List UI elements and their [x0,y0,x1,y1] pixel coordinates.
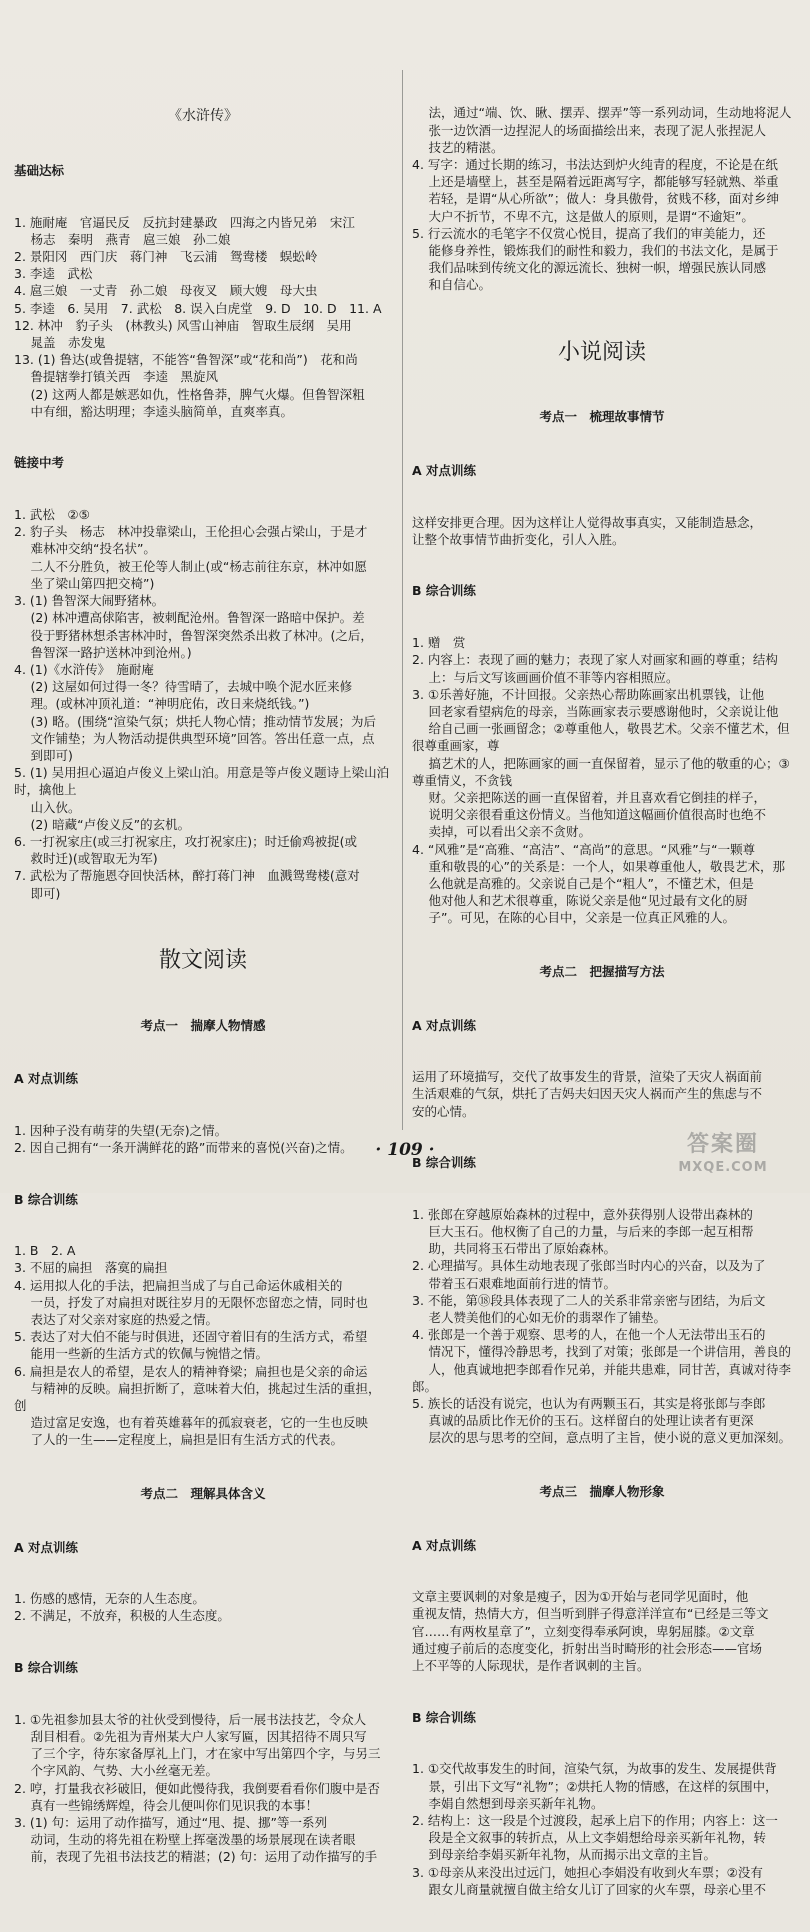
k2-comp-heading: B 综合训练 [14,1660,78,1676]
answer-line: 大户不折节，不卑不亢，这是做人的原则，是谓“不逾矩”。 [412,208,754,224]
answer-line: 5. 行云流水的毛笔字不仅赏心悦目，提高了我们的审美能力，还 [412,225,766,241]
answer-line: 巨大玉石。他权衡了自己的力量，与后来的李郎一起互相帮 [412,1224,754,1239]
k1-comp [14,1242,392,1448]
n2-comp-heading: B 综合训练 [412,1155,476,1171]
answer-line: 文作铺垫；为人物活动提供典型环境”回答。答出任意一点，点 [14,730,375,746]
answer-line: 3. ①母亲从来没出过远门，她担心李娟没有收到火车票；②没有 [412,1864,763,1880]
k1-drill-heading: A 对点训练 [14,1071,79,1087]
answer-line: 重视友情，热情大方，但当听到胖子得意洋洋宣布“已经是三等文 [412,1606,769,1622]
answer-line: 即可) [14,885,61,901]
answer-line: (2) 这两人都是嫉恶如仇，性格鲁莽，脾气火爆。但鲁智深粗 [14,386,365,402]
answer-line: 说明父亲很看重这份情义。当他知道这幅画价值很高时也绝不 [412,807,766,823]
answer-line: 景，引出下文写“礼物”；②烘托人物的情感，在这样的氛围中， [412,1778,778,1794]
answer-line: 杨志 秦明 燕青 扈三娘 孙二娘 [14,231,231,247]
answer-line: 技艺的精湛。 [412,139,504,155]
n1-drill-heading: A 对点训练 [412,463,477,479]
answer-line: 理。(或林冲顶礼道：“神明庇佑，改日来烧纸钱。”) [14,696,310,712]
answer-line: 带着玉石艰难地面前行进的情节。 [412,1275,616,1291]
answer-line: 若轻，是谓“从心所欲”；做人：身具傲骨，贫贱不移，面对乡绅 [412,191,779,207]
answer-line: 1. 因种子没有萌芽的失望(无奈)之情。 [14,1122,228,1138]
k2-comp [14,1711,392,1866]
n2-comp [412,1206,792,1447]
answer-line: 1. ①先祖参加县太爷的社伙受到慢待，后一展书法技艺，令众人 [14,1711,367,1727]
answer-line: 2. 豹子头 杨志 林冲投靠梁山，王伦担心会强占梁山，于是才 [14,524,368,540]
n2-drill [412,1068,792,1120]
prose-title: 散文阅读 [158,948,247,974]
answer-line: 中有细，豁达明理；李逵头脑简单，直爽率真。 [14,403,293,419]
k1-comp-heading: B 综合训练 [14,1191,78,1207]
answer-line: 二人不分胜负，被王伦等人制止(或“杨志前往东京，林冲如愿 [14,558,367,574]
answer-line: 老人赞美他们的心如无价的翡翠作了铺垫。 [412,1310,666,1326]
answer-line: 1. 赠 赏 [412,635,466,651]
answer-line: (2) 林冲遭高俅陷害，被刺配沧州。鲁智深一路暗中保护。差 [14,610,365,626]
answer-line: 子”。可见，在陈的心目中，父亲是一位真正风雅的人。 [412,910,735,926]
left-column [14,70,392,1865]
answer-line: 这样安排更合理。因为这样让人觉得故事真实，又能制造悬念， [412,514,763,530]
answer-line: 2. 结构上：这一段是个过渡段，起承上启下的作用；内容上：这一 [412,1812,778,1828]
answer-line: 2. 心理描写。具体生动地表现了张郎当时内心的兴奋，以及为了 [412,1258,766,1274]
answer-line: 给自己画一张画留念；②尊重他人，敬畏艺术。父亲不懂艺术，但很尊重画家，尊 [412,721,790,754]
answer-line: 运用了环境描写，交代了故事发生的背景，渲染了天灾人祸面前 [412,1069,763,1085]
prose-k2: 考点二 理解具体含义 [140,1486,266,1502]
answer-line: 4. 张郎是一个善于观察、思考的人，在他一个人无法带出玉石的 [412,1327,766,1343]
answer-line: 和自信心。 [412,277,491,293]
answer-line: 6. 扁担是农人的希望，是农人的精神脊梁；扁担也是父亲的命运 [14,1363,368,1379]
answer-line: 2. 不满足，不放弃，积极的人生态度。 [14,1608,230,1624]
answer-line: 一员，抒发了对扁担对既往岁月的无限怀恋留恋之情，同时也 [14,1294,368,1310]
answer-line: 个字风韵、气势、大小丝毫无差。 [14,1763,218,1779]
answer-line: 5. 李逵 6. 吴用 7. 武松 8. 误入白虎堂 9. D 10. D 11. A [14,300,382,316]
answer-line: 情况下，懂得冷静思考，找到了对策；张郎是一个讲信用，善良的 [412,1344,791,1360]
answer-line: 4. 运用拟人化的手法，把扁担当成了与自己命运休戚相关的 [14,1277,343,1293]
answer-line: 1. 张郎在穿越原始森林的过程中，意外获得别人设带出森林的 [412,1206,753,1222]
answer-line: 搞艺术的人，把陈画家的画一直保留着，显示了他的敬重的心；③尊重情义，不贪钱 [412,755,790,788]
answer-line: 表达了对父亲对家庭的热爱之情。 [14,1312,218,1328]
answer-line: 上不平等的人际现状，是作者讽刺的主旨。 [412,1658,650,1674]
book-title: 《水浒传》 [168,108,238,125]
answer-line: 刮目相看。②先祖为青州某大户人家写匾，因其招待不周只写 [14,1728,367,1744]
answer-line: 3. 不能，第⑱段具体表现了二人的关系非常亲密与团结，为后文 [412,1292,766,1308]
answer-line: 1. 伤感的感情，无奈的人生态度。 [14,1591,205,1607]
answer-line: (2) 这屋如何过得一冬？待雪晴了，去城中唤个泥水匠来修 [14,679,353,695]
answer-line: 卖掉，可以看出父亲不贪财。 [412,824,591,840]
answer-line: 3. 不屈的扁担 落寞的扁担 [14,1260,168,1276]
answer-line: 李娟自然想到母亲买新年礼物。 [412,1795,604,1811]
answer-line: 4. 写字：通过长期的练习，书法达到炉火纯青的程度，不论是在纸 [412,157,778,173]
answer-line: 3. 李逵 武松 [14,266,93,282]
answer-line: 坐了梁山第四把交椅”) [14,575,155,591]
answer-line: 1. B 2. A [14,1243,76,1259]
answer-line: 了三个字，待东家备厚礼上门，才在家中写出第四个字，与另三 [14,1746,381,1762]
novel-k1: 考点一 梳理故事情节 [539,409,665,425]
answer-line: 7. 武松为了帮施恩夺回快活林，醉打蒋门神 血溅鸳鸯楼(意对 [14,868,360,884]
answer-line: 财。父亲把陈送的画一直保留着，并且喜欢看它倒挂的样子， [412,789,766,805]
page-number: · 109 · [375,1140,435,1160]
basic-heading: 基础达标 [14,163,65,179]
answer-line: 13. (1) 鲁达(或鲁提辖，不能答“鲁智深”或“花和尚”) 花和尚 [14,352,358,368]
answer-line: 鲁智深一路护送林冲到沧州。) [14,644,192,660]
answer-line: 跟女儿商量就擅自做主给女儿订了回家的火车票，母亲心里不 [412,1881,766,1897]
prose-k1: 考点一 揣摩人物情感 [140,1017,266,1033]
answer-line: (2) 暗藏“卢俊义反”的玄机。 [14,816,191,832]
novel-title: 小说阅读 [557,340,646,366]
site-watermark [648,1131,798,1183]
answer-line: 能修身养性，锻炼我们的耐性和毅力，我们的书法文化，是属于 [412,243,779,259]
answer-line: 前，表现了先祖书法技艺的精湛；(2) 句：运用了动作描写的手 [14,1849,378,1865]
answer-line: 生活艰难的气氛，烘托了吉妈夫妇因天灾人祸而产生的焦虑与不 [412,1086,763,1102]
answer-line: 救时迁)(或智取无为军) [14,851,158,867]
k2-drill [14,1590,392,1624]
answer-line: 上：与后文写该画画价值不菲等内容相照应。 [412,669,679,685]
n3-drill-heading: A 对点训练 [412,1537,477,1553]
answer-line: 助，共同将玉石带出了原始森林。 [412,1241,616,1257]
answer-line: 3. (1) 鲁智深大闹野猪林。 [14,593,165,609]
basic-items [14,214,392,420]
answer-line: 他对他人和艺术很尊重，陈说父亲是他“见过最有文化的厨 [412,893,748,909]
link-heading: 链接中考 [14,455,65,471]
answer-line: 层次的思与思考的空间，意点明了主旨，使小说的意义更加深刻。 [412,1430,791,1446]
answer-line: 2. 景阳冈 西门庆 蒋门神 飞云浦 鸳鸯楼 蜈蚣岭 [14,249,318,265]
answer-line: 真有一些锦绣辉煌，待会儿便叫你们见识我的本事！ [14,1797,318,1813]
n1-comp [412,634,792,926]
answer-line: 法，通过“端、饮、瞅、摆弄、摆弄”等一系列动词，生动地将泥人 [412,105,792,121]
answer-line: 3. ①乐善好施，不计回报。父亲热心帮助陈画家出机票钱，让他 [412,686,765,702]
answer-line: 段是全文叙事的转折点，从上文李娟想给母亲买新年礼物，转 [412,1830,766,1846]
answer-line: 官……有两枚星章了”，立刻变得奉承阿谀，卑躬屈膝。②文章 [412,1623,755,1639]
column-divider [402,70,403,1130]
answer-line: 12. 林冲 豹子头 (林教头) 风雪山神庙 智取生辰纲 吴用 [14,317,352,333]
answer-line: 造过富足安逸，也有着英雄暮年的孤寂衰老，它的一生也反映 [14,1415,368,1431]
n1-comp-heading: B 综合训练 [412,583,476,599]
answer-line: 役于野猪林想杀害林冲时，鲁智深突然杀出救了林冲。(之后， [14,627,373,643]
answer-line: 上还是墙壁上，甚至是隔着远距离写字，都能够写轻就熟、举重 [412,174,779,190]
novel-k3: 考点三 揣摩人物形象 [539,1484,665,1500]
answer-line: 5. 表达了对大伯不能与时俱进，还固守着旧有的生活方式，希望 [14,1329,368,1345]
answer-line: 了人的一生——定程度上，扁担是旧有生活方式的代表。 [14,1432,343,1448]
n3-drill [412,1588,792,1674]
answer-line: 让整个故事情节曲折变化，引人入胜。 [412,531,625,547]
answer-line: 张一边饮酒一边捏泥人的场面描绘出来，表现了泥人张捏泥人 [412,122,766,138]
answer-line: 么他就是高雅的。父亲说自己是个“粗人”，不懂艺术，但是 [412,875,754,891]
n3-comp-heading: B 综合训练 [412,1709,476,1725]
answer-line: 我们品味到传统文化的源远流长、独树一帜，增强民族认同感 [412,260,766,276]
link-items [14,506,392,902]
top-items [412,104,792,293]
answer-line: 4. “风雅”是“高雅、“高洁”、“高尚”的意思。“风雅”与“一颗尊 [412,841,756,857]
answer-line: 到即可) [14,747,73,763]
answer-line: 人，他真诚地把李郎看作兄弟，并能共患难，同甘苦，真诚对待李郎。 [412,1361,791,1394]
novel-k2: 考点二 把握描写方法 [539,963,665,979]
watermark-line2: MXQE.COM [678,1160,768,1175]
answer-line: 回老家看望病危的母亲，当陈画家表示要感谢他时，父亲说让他 [412,703,779,719]
answer-line: 到母亲给李娟买新年礼物，从而揭示出文章的主旨。 [412,1847,716,1863]
answer-line: 真诚的品质比作无价的玉石。这样留白的处理让读者有更深 [412,1413,754,1429]
answer-line: 2. 内容上：表现了画的魅力；表现了家人对画家和画的尊重；结构 [412,652,778,668]
answer-line: 晁盖 赤发鬼 [14,335,106,351]
watermark-line1: 答案圈 [686,1132,759,1157]
answer-line: 难林冲交纳“投名状”。 [14,541,156,557]
answer-line: 5. (1) 吴用担心逼迫卢俊义上梁山泊。用意是等卢俊义题诗上梁山泊时，擒他上 [14,765,390,798]
k2-drill-heading: A 对点训练 [14,1539,79,1555]
n1-drill [412,514,792,548]
answer-line: 通过瘦子前后的态度变化，折射出当时畸形的社会形态——官场 [412,1640,763,1656]
answer-line: 1. 武松 ②⑤ [14,507,90,523]
answer-line: 6. 一打祝家庄(或三打祝家庄，攻打祝家庄)；时迁偷鸡被捉(或 [14,833,358,849]
answer-line: 与精神的反映。扁担折断了，意味着大伯，挑起过生活的重担，创 [14,1380,381,1414]
answer-line: 鲁提辖拳打镇关西 李逵 黑旋风 [14,369,218,385]
answer-line: 能用一些新的生活方式的钦佩与惋惜之情。 [14,1346,268,1362]
answer-line: (3) 略。(围绕“渲染气氛；烘托人物心情；推动情节发展；为后 [14,713,377,729]
answer-line: 2. 因自己拥有“一条开满鲜花的路”而带来的喜悦(兴奋)之情。 [14,1139,353,1155]
n2-drill-heading: A 对点训练 [412,1017,477,1033]
answer-line: 1. ①交代故事发生的时间，渲染气氛，为故事的发生、发展提供背 [412,1761,777,1777]
answer-line: 5. 族长的话没有说完，也认为有两颗玉石，其实是将张郎与李郎 [412,1396,766,1412]
answer-line: 2. 哼，打量我衣衫破旧，便如此慢待我，我倒要看看你们腹中是否 [14,1780,380,1796]
answer-line: 4. 扈三娘 一丈青 孙二娘 母夜叉 顾大嫂 母大虫 [14,283,318,299]
answer-line: 重和敬畏的心”的关系是：一个人，如果尊重他人，敬畏艺术，那 [412,858,785,874]
answer-line: 1. 施耐庵 官逼民反 反抗封建暴政 四海之内皆兄弟 宋江 [14,214,355,230]
n3-comp [412,1760,792,1898]
answer-line: 安的心情。 [412,1103,475,1119]
answer-line: 山入伙。 [14,799,81,815]
answer-line: 动词，生动的将先祖在粉壁上挥毫泼墨的场景展现在读者眼 [14,1832,356,1848]
answer-line: 4. (1)《水浒传》 施耐庵 [14,661,154,677]
answer-line: 3. (1) 句：运用了动作描写，通过“甩、提、挪”等一系列 [14,1814,328,1830]
answer-line: 文章主要讽刺的对象是瘦子，因为①开始与老同学见面时，他 [412,1589,749,1605]
